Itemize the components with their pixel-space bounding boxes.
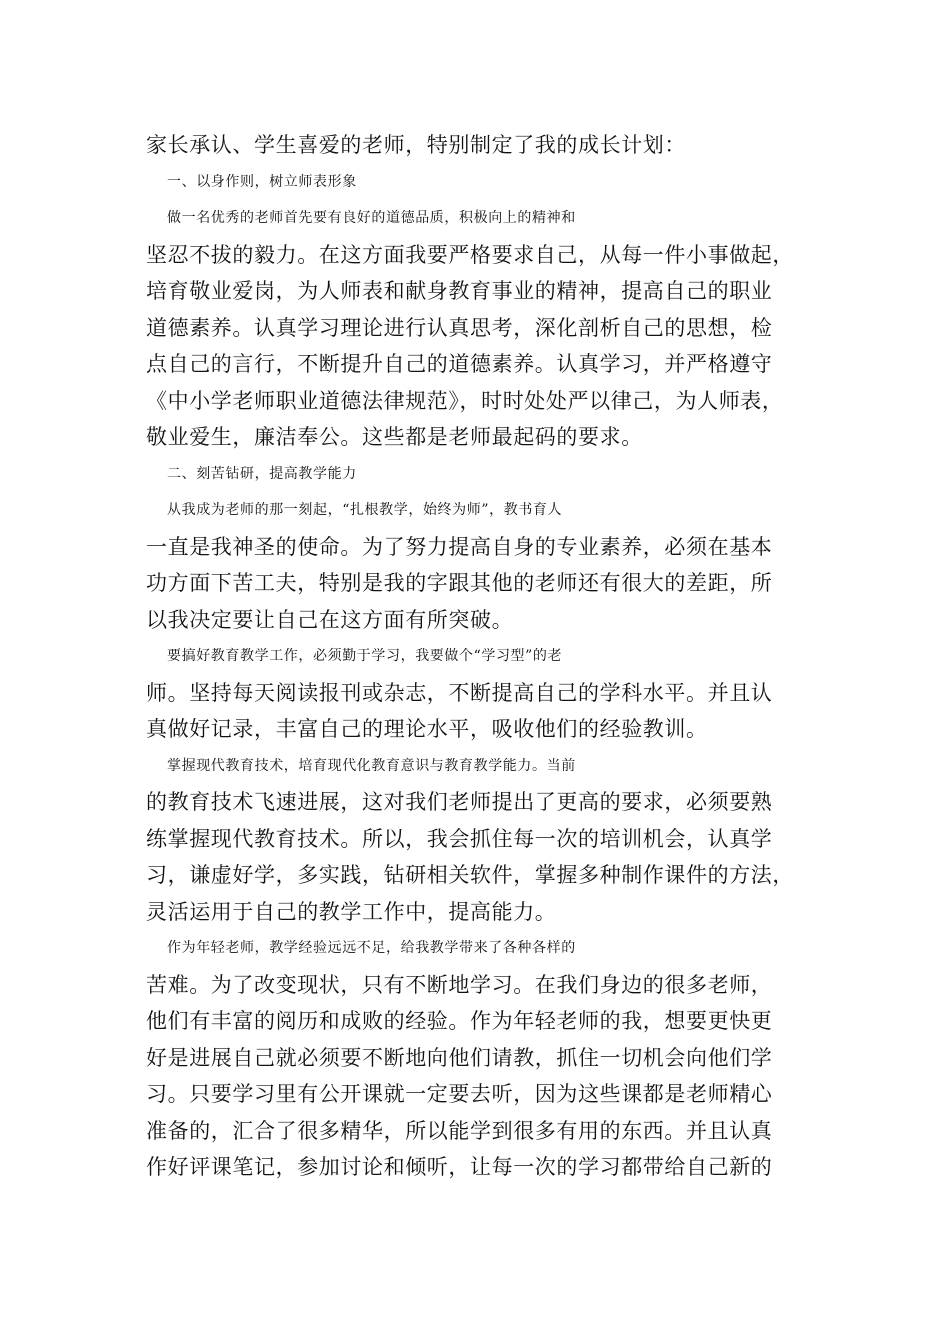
text-line: 坚忍不拔的毅力。在这方面我要严格要求自己，从每一件小事做起， — [146, 242, 794, 267]
document-body — [146, 127, 826, 1186]
text-line: 道德素养。认真学习理论进行认真思考，深化剖析自己的思想，检 — [146, 315, 773, 340]
text-line: 掌握现代教育技术，培育现代化教育意识与教育教学能力。当前 — [167, 757, 576, 774]
text-line: 家长承认、学生喜爱的老师，特别制定了我的成长计划： — [146, 133, 686, 157]
text-line: 灵活运用于自己的教学工作中，提高能力。 — [146, 899, 557, 924]
text-line: 以我决定要让自己在这方面有所突破。 — [146, 607, 514, 632]
text-line: 练掌握现代教育技术。所以，我会抓住每一次的培训机会，认真学 — [146, 826, 773, 851]
text-line: 要搞好教育教学工作，必须勤于学习，我要做个“学习型”的老 — [167, 648, 563, 664]
text-line: 二、刻苦钻研，提高教学能力 — [167, 465, 357, 482]
text-line: 师。坚持每天阅读报刊或杂志，不断提高自己的学科水平。并且认 — [146, 680, 773, 705]
text-line: 作好评课笔记，参加讨论和倾听，让每一次的学习都带给自己新的 — [146, 1155, 773, 1179]
text-line: 的教育技术飞速进展，这对我们老师提出了更高的要求，必须要熟 — [146, 790, 773, 814]
text-line: 习，谦虚好学，多实践，钻研相关软件，掌握多种制作课件的方法， — [146, 863, 794, 887]
text-line: 准备的，汇合了很多精华，所以能学到很多有用的东西。并且认真 — [146, 1118, 773, 1143]
text-line: 真做好记录，丰富自己的理论水平，吸收他们的经验教训。 — [146, 717, 708, 741]
text-line: 功方面下苦工夫，特别是我的字跟其他的老师还有很大的差距，所 — [146, 571, 773, 595]
text-line: 培育敬业爱岗，为人师表和献身教育事业的精神，提高自己的职业 — [146, 279, 773, 303]
text-line: 点自己的言行，不断提升自己的道德素养。认真学习，并严格遵守 — [146, 352, 773, 376]
text-line: 苦难。为了改变现状，只有不断地学习。在我们身边的很多老师， — [146, 972, 773, 997]
text-line: 《中小学老师职业道德法律规范》，时时处处严以律己，为人师表， — [146, 388, 784, 413]
text-line: 一、以身作则，树立师表形象 — [167, 173, 357, 190]
text-line: 从我成为老师的那一刻起，“扎根教学，始终为师”，教书育人 — [167, 502, 563, 518]
text-line: 做一名优秀的老师首先要有良好的道德品质，积极向上的精神和 — [167, 210, 576, 226]
text-line: 好是进展自己就必须要不断地向他们请教，抓住一切机会向他们学 — [146, 1045, 773, 1070]
text-line: 习。只要学习里有公开课就一定要去听，因为这些课都是老师精心 — [146, 1082, 773, 1106]
text-line: 敬业爱生，廉洁奉公。这些都是老师最起码的要求。 — [146, 425, 643, 449]
text-line: 一直是我神圣的使命。为了努力提高自身的专业素养，必须在基本 — [146, 534, 773, 559]
text-line: 作为年轻老师，教学经验远远不足，给我教学带来了各种各样的 — [167, 940, 576, 956]
text-line: 他们有丰富的阅历和成败的经验。作为年轻老师的我，想要更快更 — [146, 1009, 773, 1033]
